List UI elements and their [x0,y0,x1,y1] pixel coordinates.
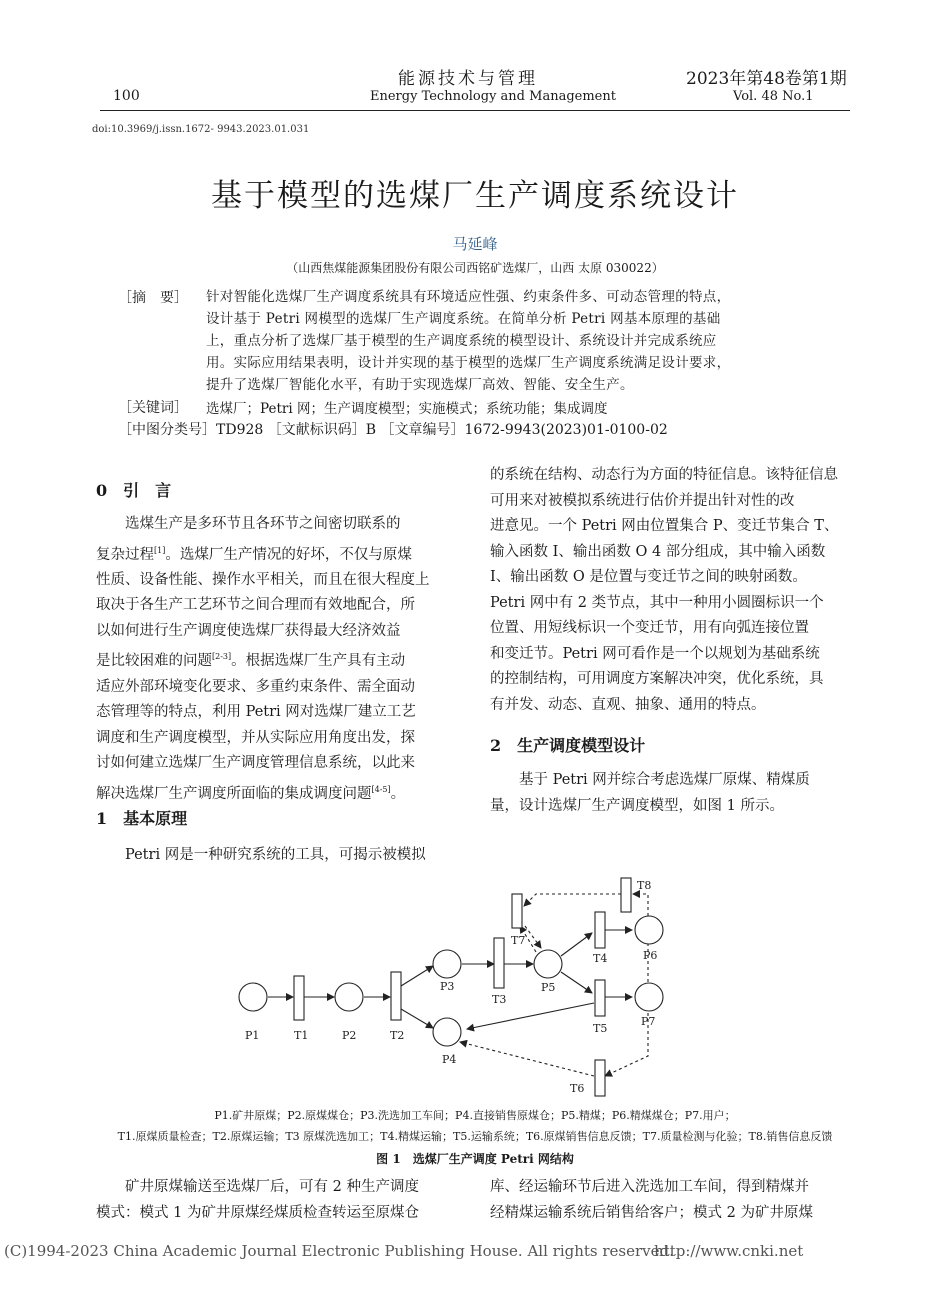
arc-t2-p4 [401,1009,433,1028]
copyright-watermark: (C)1994-2023 China Academic Journal Electronic Publishing House. All rights reserved. [4,1242,674,1260]
abstract-line: 设计基于 Petri 网模型的选煤厂生产调度系统。在简单分析 Petri 网基本原理的基础 [206,311,721,327]
place-p2 [335,983,363,1011]
bottom-left-text [96,1175,458,1226]
figure-legend-line-2: T1.原煤质量检查；T2.原煤运输；T3 原煤洗选加工；T4.精煤运输；T5.运输系统；T6.原煤销售信息反馈；T7.质量检测与化验；T8.销售信息反馈 [117,1130,833,1143]
label-t5: T5 [593,1022,608,1035]
place-p7 [635,983,663,1011]
text-line: 库、经运输环节后进入洗选加工车间，得到精煤并 [490,1179,809,1195]
journal-title-cn: 能源技术与管理 [398,69,538,89]
label-p2: P2 [342,1029,357,1042]
abstract-line: 上，重点分析了选煤厂基于模型的生产调度系统的模型设计、系统设计并完成系统应 [206,333,717,349]
text-line: 调度和生产调度模型，并从实际应用角度出发，探 [96,729,415,746]
figure-caption-text: 选煤厂生产调度 Petri 网结构 [412,1152,574,1166]
doc-code-label: ［文献标识码］ [267,422,366,438]
keywords-label: ［关键词］ [118,400,188,416]
doc-code-value: B [365,422,377,438]
section-1-first-line: Petri 网是一种研究系统的工具，可揭示被模拟 [125,847,426,863]
citation: [2-3] [212,652,232,662]
label-p7: P7 [641,1015,656,1028]
article-no-value: 1672-9943(2023)01-0100-02 [464,422,668,438]
header-rule [100,110,850,111]
text-line: 经精煤运输系统后销售给客户；模式 2 为矿井原煤 [490,1204,813,1221]
text-line: 和变迁节。Petri 网可看作是一个以规划为基础系统 [490,645,820,662]
issue-info-en: Vol. 48 No.1 [733,89,814,104]
section-2-title: 2 生产调度模型设计 [490,736,646,755]
figure-number: 图 1 [376,1152,401,1166]
text-line: 选煤生产是多环节且各环节之间密切联系的 [125,516,401,532]
arc-t8-t7 [524,894,621,906]
page-number: 100 [113,88,140,104]
text-line: I、输出函数 O 是位置与变迁节之间的映射函数。 [490,569,807,585]
arc-p5-t4 [561,933,592,956]
keywords-text: 选煤厂；Petri 网；生产调度模型；实施模式；系统功能；集成调度 [206,401,608,417]
abstract-label: ［摘 要］ [118,290,188,306]
label-p5: P5 [541,981,556,994]
doi: doi:10.3969/j.issn.1672- 9943.2023.01.031 [92,124,310,135]
arc-t5-p4 [467,1003,594,1029]
article-no-label: ［文章编号］ [380,422,465,438]
journal-title-en: Energy Technology and Management [370,89,616,104]
text-line: 性质、设备性能、操作水平相关，而且在很大程度上 [96,571,430,588]
label-p1: P1 [245,1029,260,1042]
text-line: 态管理等的特点，利用 Petri 网对选煤厂建立工艺 [96,704,416,721]
label-t4: T4 [593,952,608,965]
author-name: 马延峰 [452,235,498,253]
transition-t6 [595,1060,605,1096]
section-2-body [490,768,852,819]
arc-p5-t5 [561,972,592,993]
label-t1: T1 [294,1029,309,1042]
text-line: 矿井原煤输送至选煤厂后，可有 2 种生产调度 [125,1179,419,1195]
place-p3 [433,950,461,978]
petri-net-figure [220,870,720,1100]
text-line: 输入函数 I、输出函数 O 4 部分组成，其中输入函数 [490,543,826,560]
place-p6 [635,916,663,944]
classification-line [118,419,668,439]
transition-t8 [621,878,631,912]
text-line: 位置、用短线标识一个变迁节，用有向弧连接位置 [490,620,809,636]
text-line: 量，设计选煤厂生产调度模型，如图 1 所示。 [490,797,784,814]
affiliation: （山西焦煤能源集团股份有限公司西铭矿选煤厂，山西 太原 030022） [286,261,664,275]
abstract-text [206,286,846,396]
clc-label: ［中图分类号］ [118,422,216,438]
label-t2: T2 [390,1029,405,1042]
label-p4: P4 [442,1053,457,1066]
label-p6: P6 [643,949,658,962]
citation: [1] [154,545,166,555]
page-title: 基于模型的选煤厂生产调度系统设计 [211,178,739,214]
transition-t1 [294,976,304,1020]
text-line: 基于 Petri 网并综合考虑选煤厂原煤、精煤质 [519,772,810,788]
arc-t6-p4 [460,1042,594,1076]
clc-value: TD928 [216,422,264,438]
text-line: 是比较困难的问题[2-3]。根据选煤厂生产具有主动 [96,652,406,670]
text-line: 解决选煤厂生产调度所面临的集成调度问题[4-5]。 [96,784,406,802]
text-line: 模式：模式 1 为矿井原煤经煤质检查转运至原煤仓 [96,1204,419,1221]
transition-t2 [391,972,401,1020]
text-line: 复杂过程[1]。选煤厂生产情况的好坏，不仅与原煤 [96,545,412,563]
section-1-body [490,463,852,718]
place-p5 [534,950,562,978]
label-t6: T6 [570,1082,585,1095]
abstract-line: 针对智能化选煤厂生产调度系统具有环境适应性强、约束条件多、可动态管理的特点， [206,289,731,305]
text-line: Petri 网中有 2 类节点，其中一种用小圆圈标识一个 [490,594,824,611]
transition-t4 [595,912,605,948]
label-t8: T8 [637,879,652,892]
bottom-right-text [490,1175,852,1226]
text-line: 进意见。一个 Petri 网由位置集合 P、变迁节集合 T、 [490,518,839,534]
label-t3: T3 [492,993,507,1006]
arc-t2-p3 [401,966,433,986]
issue-info-cn: 2023年第48卷第1期 [686,69,847,89]
section-0-body [96,512,458,807]
text-line: 以如何进行生产调度使选煤厂获得最大经济效益 [96,622,401,639]
text-line: 可用来对被模拟系统进行估价并提出针对性的改 [490,492,795,509]
text-line: 讨如何建立选煤厂生产调度管理信息系统，以此来 [96,755,415,772]
abstract-line: 用。实际应用结果表明，设计并实现的基于模型的选煤厂生产调度系统满足设计要求， [206,355,731,371]
abstract-line: 提升了选煤厂智能化水平，有助于实现选煤厂高效、智能、安全生产。 [206,377,634,393]
text-line: 适应外部环境变化要求、多重约束条件、需全面动 [96,678,415,695]
citation: [4-5] [371,784,391,794]
cnki-link[interactable]: http://www.cnki.net [654,1242,804,1260]
transition-t5 [595,980,605,1016]
figure-legend-line-1: P1.矿井原煤；P2.原煤煤仓；P3.洗选加工车间；P4.直接销售原煤仓；P5.精煤；P6.精煤煤仓；P7.用户； [214,1109,736,1122]
text-line: 有并发、动态、直观、抽象、通用的特点。 [490,696,766,713]
label-p3: P3 [440,980,455,993]
section-0-title: 0 引 言 [96,481,172,500]
transition-t3 [494,938,504,988]
place-p4 [433,1018,461,1046]
place-p1 [239,983,267,1011]
arc-t7-p5 [525,926,541,948]
figure-caption [0,1150,950,1167]
section-1-title: 1 基本原理 [96,809,188,828]
transition-t7 [512,894,522,928]
label-t7: T7 [511,934,526,947]
text-line: 取决于各生产工艺环节之间合理而有效地配合，所 [96,597,415,614]
text-line: 的系统在结构、动态行为方面的特征信息。该特征信息 [490,467,838,483]
text-line: 的控制结构，可用调度方案解决冲突，优化系统，具 [490,671,824,687]
